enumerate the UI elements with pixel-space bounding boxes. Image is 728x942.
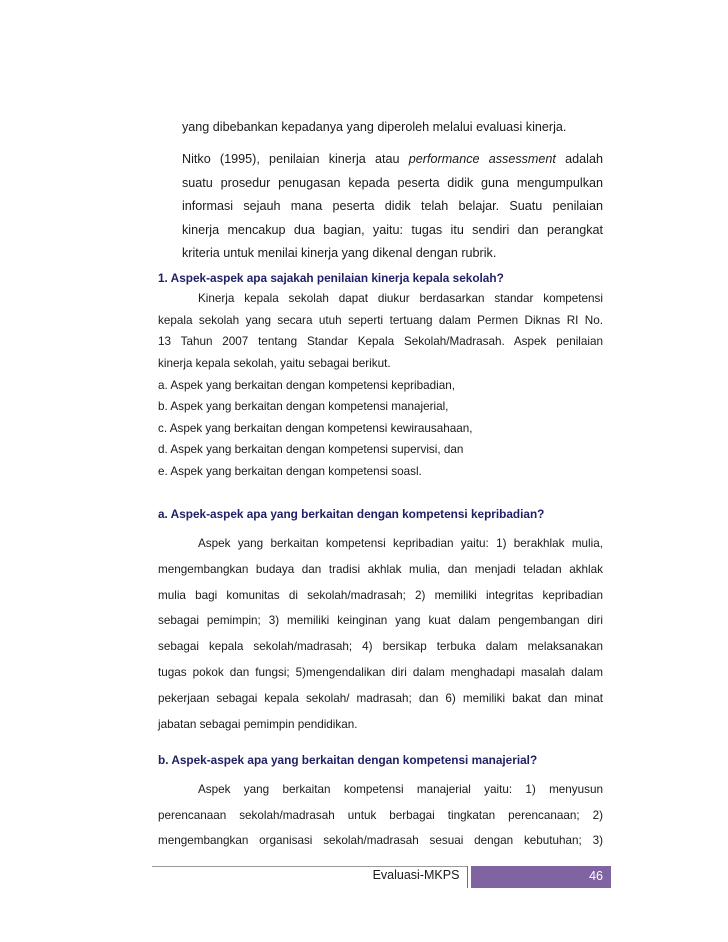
list-item: d. Aspek yang berkaitan dengan kompetensi supervisi, dan (158, 443, 464, 457)
section-a-line: mulia bagi komunitas di sekolah/madrasah; 2) memiliki integritas kepribadian (158, 588, 603, 602)
intro-para-line-3: informasi sejauh mana peserta didik telah belajar. Suatu penilaian (182, 199, 603, 214)
list-item: a. Aspek yang berkaitan dengan kompetensi kepribadian, (158, 378, 455, 392)
section-1-line: kinerja kepala sekolah, yaitu sebagai berikut. (158, 357, 391, 371)
list-item: b. Aspek yang berkaitan dengan kompetensi manajerial, (158, 400, 449, 414)
footer-title: Evaluasi-MKPS (372, 868, 460, 882)
section-b (158, 753, 603, 854)
intro-paragraph (182, 148, 603, 266)
section-a-body (158, 531, 603, 737)
section-a-line: tugas pokok dan fungsi; 5)mengendalikan diri dalam menghadapi masalah dalam (158, 665, 603, 679)
section-a-line: sebagai pemimpin; 3) memiliki keinginan yang kuat dalam pengembangan diri (158, 614, 603, 628)
section-b-body (158, 777, 603, 854)
section-b-line: mengembangkan organisasi sekolah/madrasah sesuai dengan kebutuhan; 3) (158, 834, 603, 848)
intro-para-line-5: kriteria untuk menilai kinerja yang dikenal dengan rubrik. (182, 246, 497, 261)
section-a-line: mengembangkan budaya dan tradisi akhlak mulia, dan menjadi teladan akhlak (158, 562, 603, 576)
section-b-line: perencanaan sekolah/madrasah untuk berbagai tingkatan perencanaan; 2) (158, 808, 603, 822)
list-item: e. Aspek yang berkaitan dengan kompetensi soasl. (158, 464, 422, 478)
list-item: c. Aspek yang berkaitan dengan kompetensi kewirausahaan, (158, 421, 473, 435)
section-1-list (158, 375, 603, 483)
intro-block (182, 116, 603, 140)
intro-para-line-4: kinerja mencakup dua bagian, yaitu: tugas itu sendiri dan perangkat (182, 222, 603, 237)
footer-page-bar (468, 866, 611, 888)
section-a (158, 507, 603, 737)
intro-line-1: yang dibebankan kepadanya yang diperoleh melalui evaluasi kinerja. (182, 120, 567, 134)
section-a-heading: a. Aspek-aspek apa yang berkaitan dengan kompetensi kepribadian? (158, 507, 545, 521)
section-1-heading: 1. Aspek-aspek apa sajakah penilaian kinerja kepala sekolah? (158, 271, 504, 285)
section-1-line: kepala sekolah yang secara utuh seperti tertuang dalam Permen Diknas RI No. (158, 313, 603, 327)
section-b-line: Aspek yang berkaitan kompetensi manajerial yaitu: 1) menyusun (198, 783, 603, 796)
section-1-body (158, 288, 603, 375)
section-a-line: pekerjaan sebagai kepala sekolah/ madrasah; dan 6) memiliki bakat dan minat (158, 691, 603, 705)
section-b-heading: b. Aspek-aspek apa yang berkaitan dengan kompetensi manajerial? (158, 753, 538, 767)
section-1-line: Kinerja kepala sekolah dapat diukur berdasarkan standar kompetensi (198, 292, 603, 305)
section-1-line: 13 Tahun 2007 tentang Standar Kepala Sekolah/Madrasah. Aspek penilaian (158, 335, 603, 349)
intro-para-line-2: suatu prosedur penugasan kepada peserta didik guna mengumpulkan (182, 175, 603, 190)
section-1 (158, 271, 603, 482)
section-a-line: Aspek yang berkaitan kompetensi kepribadian yaitu: 1) berakhlak mulia, (198, 537, 603, 550)
section-a-line: sebagai kepala sekolah/madrasah; 4) bersikap terbuka dalam melaksanakan (158, 640, 603, 654)
page-number: 46 (589, 869, 603, 883)
section-a-line: jabatan sebagai pemimpin pendidikan. (158, 717, 358, 731)
intro-para-line-1: Nitko (1995), penilaian kinerja atau performance assessment adalah (182, 152, 603, 166)
